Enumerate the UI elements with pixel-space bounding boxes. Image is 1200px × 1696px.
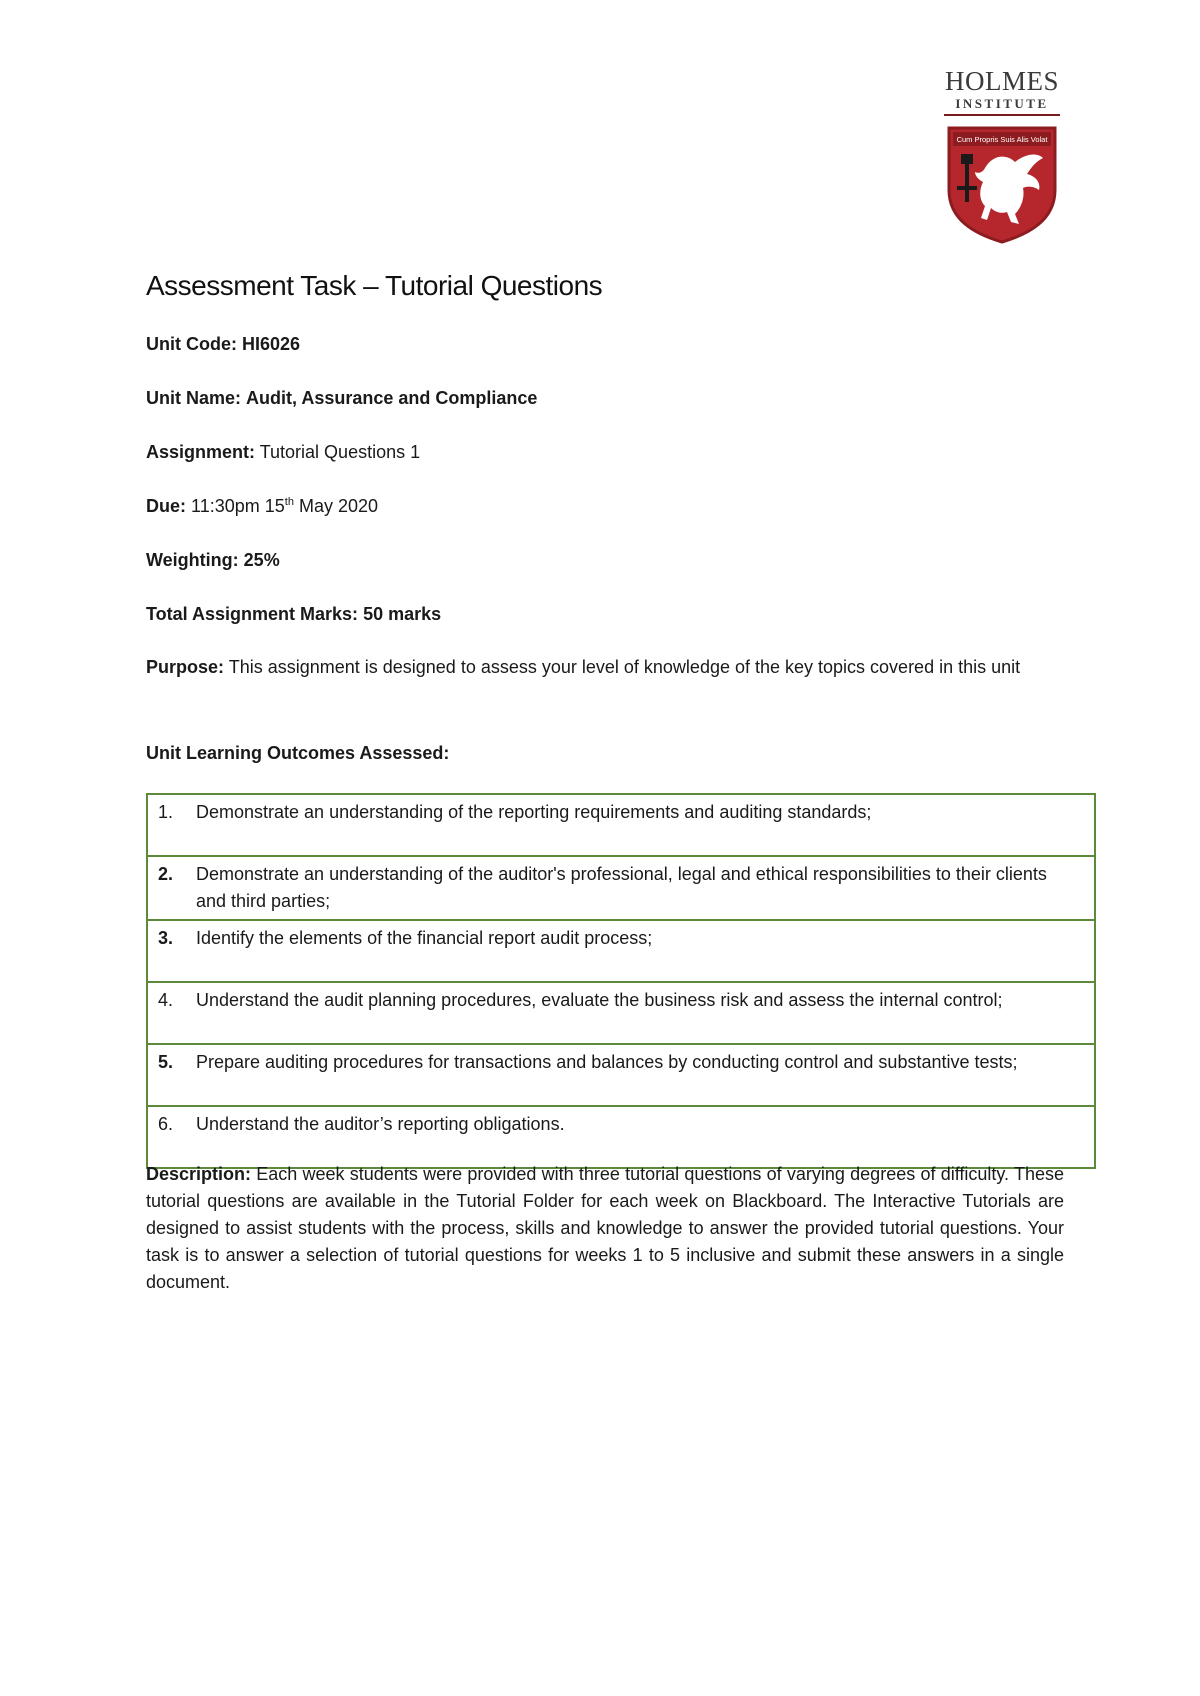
outcome-cell-2 bbox=[147, 856, 1095, 920]
unit-name-value: Audit, Assurance and Compliance bbox=[246, 388, 538, 408]
assignment-label: Assignment: bbox=[146, 442, 256, 462]
outcome-text: Identify the elements of the financial report audit process; bbox=[196, 928, 653, 948]
assignment-line bbox=[146, 441, 420, 463]
outcome-number: 5. bbox=[158, 1052, 174, 1072]
purpose-paragraph bbox=[146, 654, 1064, 681]
page-title: Assessment Task – Tutorial Questions bbox=[146, 270, 603, 301]
outcome-number: 3. bbox=[158, 928, 174, 948]
weighting-label: Weighting: bbox=[146, 550, 239, 570]
description-label: Description: bbox=[146, 1164, 252, 1184]
marks-line bbox=[146, 603, 441, 625]
holmes-institute-logo bbox=[940, 66, 1064, 246]
purpose-text: This assignment is designed to assess your level of knowledge of the key topics covered in this unit bbox=[228, 657, 1021, 677]
due-label: Due: bbox=[146, 496, 186, 516]
table-row bbox=[147, 794, 1095, 856]
due-line bbox=[146, 495, 378, 517]
outcome-text: Understand the audit planning procedures, evaluate the business risk and assess the internal control; bbox=[196, 990, 1003, 1010]
unit-code-line bbox=[146, 333, 300, 355]
due-date: May 2020 bbox=[298, 496, 379, 516]
unit-name-label: Unit Name: bbox=[146, 388, 242, 408]
unit-name-line bbox=[146, 387, 537, 409]
due-superscript: th bbox=[284, 496, 294, 508]
outcome-number: 1. bbox=[158, 802, 174, 822]
outcomes-heading-text: Unit Learning Outcomes Assessed: bbox=[146, 743, 450, 763]
outcome-text: Prepare auditing procedures for transactions and balances by conducting control and substantive tests; bbox=[196, 1052, 1018, 1072]
outcome-number: 2. bbox=[158, 864, 174, 884]
learning-outcomes-table bbox=[146, 793, 1096, 1169]
table-row bbox=[147, 982, 1095, 1044]
outcome-text: Understand the auditor’s reporting obligations. bbox=[196, 1114, 565, 1134]
outcome-cell-4 bbox=[147, 982, 1095, 1044]
table-row bbox=[147, 920, 1095, 982]
unit-code-value: HI6026 bbox=[242, 334, 301, 354]
outcome-number: 6. bbox=[158, 1114, 174, 1134]
due-time: 11:30pm 15 bbox=[191, 496, 285, 516]
marks-value: 50 marks bbox=[363, 604, 442, 624]
weighting-line bbox=[146, 549, 280, 571]
outcome-cell-1 bbox=[147, 794, 1095, 856]
outcomes-heading bbox=[146, 742, 449, 764]
outcome-number: 4. bbox=[158, 990, 174, 1010]
assignment-value: Tutorial Questions 1 bbox=[259, 442, 421, 462]
outcome-text: Demonstrate an understanding of the reporting requirements and auditing standards; bbox=[196, 802, 872, 822]
logo-wordmark: HOLMES bbox=[944, 66, 1059, 96]
outcome-cell-3 bbox=[147, 920, 1095, 982]
purpose-label: Purpose: bbox=[146, 657, 225, 677]
crest-motto: Cum Propris Suis Alis Volat bbox=[956, 135, 1048, 144]
unit-code-label: Unit Code: bbox=[146, 334, 237, 354]
logo-subtitle: INSTITUTE bbox=[944, 96, 1060, 116]
weighting-value: 25% bbox=[243, 550, 280, 570]
outcome-cell-6 bbox=[147, 1106, 1095, 1168]
marks-label: Total Assignment Marks: bbox=[146, 604, 359, 624]
table-row bbox=[147, 1106, 1095, 1168]
crest-icon bbox=[945, 124, 1059, 244]
description-text: Each week students were provided with three tutorial questions of varying degrees of difficulty. These tutorial questions are available in the Tutorial Folder for each week on Blackboard. The Interactive Tutorials are designed to assist students with the process, skills and knowledge to answer the provided tutorial questions. Your task is to answer a selection of tutorial questions for weeks 1 to 5 inclusive and submit these answers in a single document. bbox=[146, 1164, 1064, 1292]
description-paragraph bbox=[146, 1161, 1064, 1296]
table-row bbox=[147, 1044, 1095, 1106]
outcome-cell-5 bbox=[147, 1044, 1095, 1106]
table-row bbox=[147, 856, 1095, 920]
outcome-text: Demonstrate an understanding of the auditor's professional, legal and ethical responsibilities to their clients and third parties; bbox=[196, 864, 1047, 911]
